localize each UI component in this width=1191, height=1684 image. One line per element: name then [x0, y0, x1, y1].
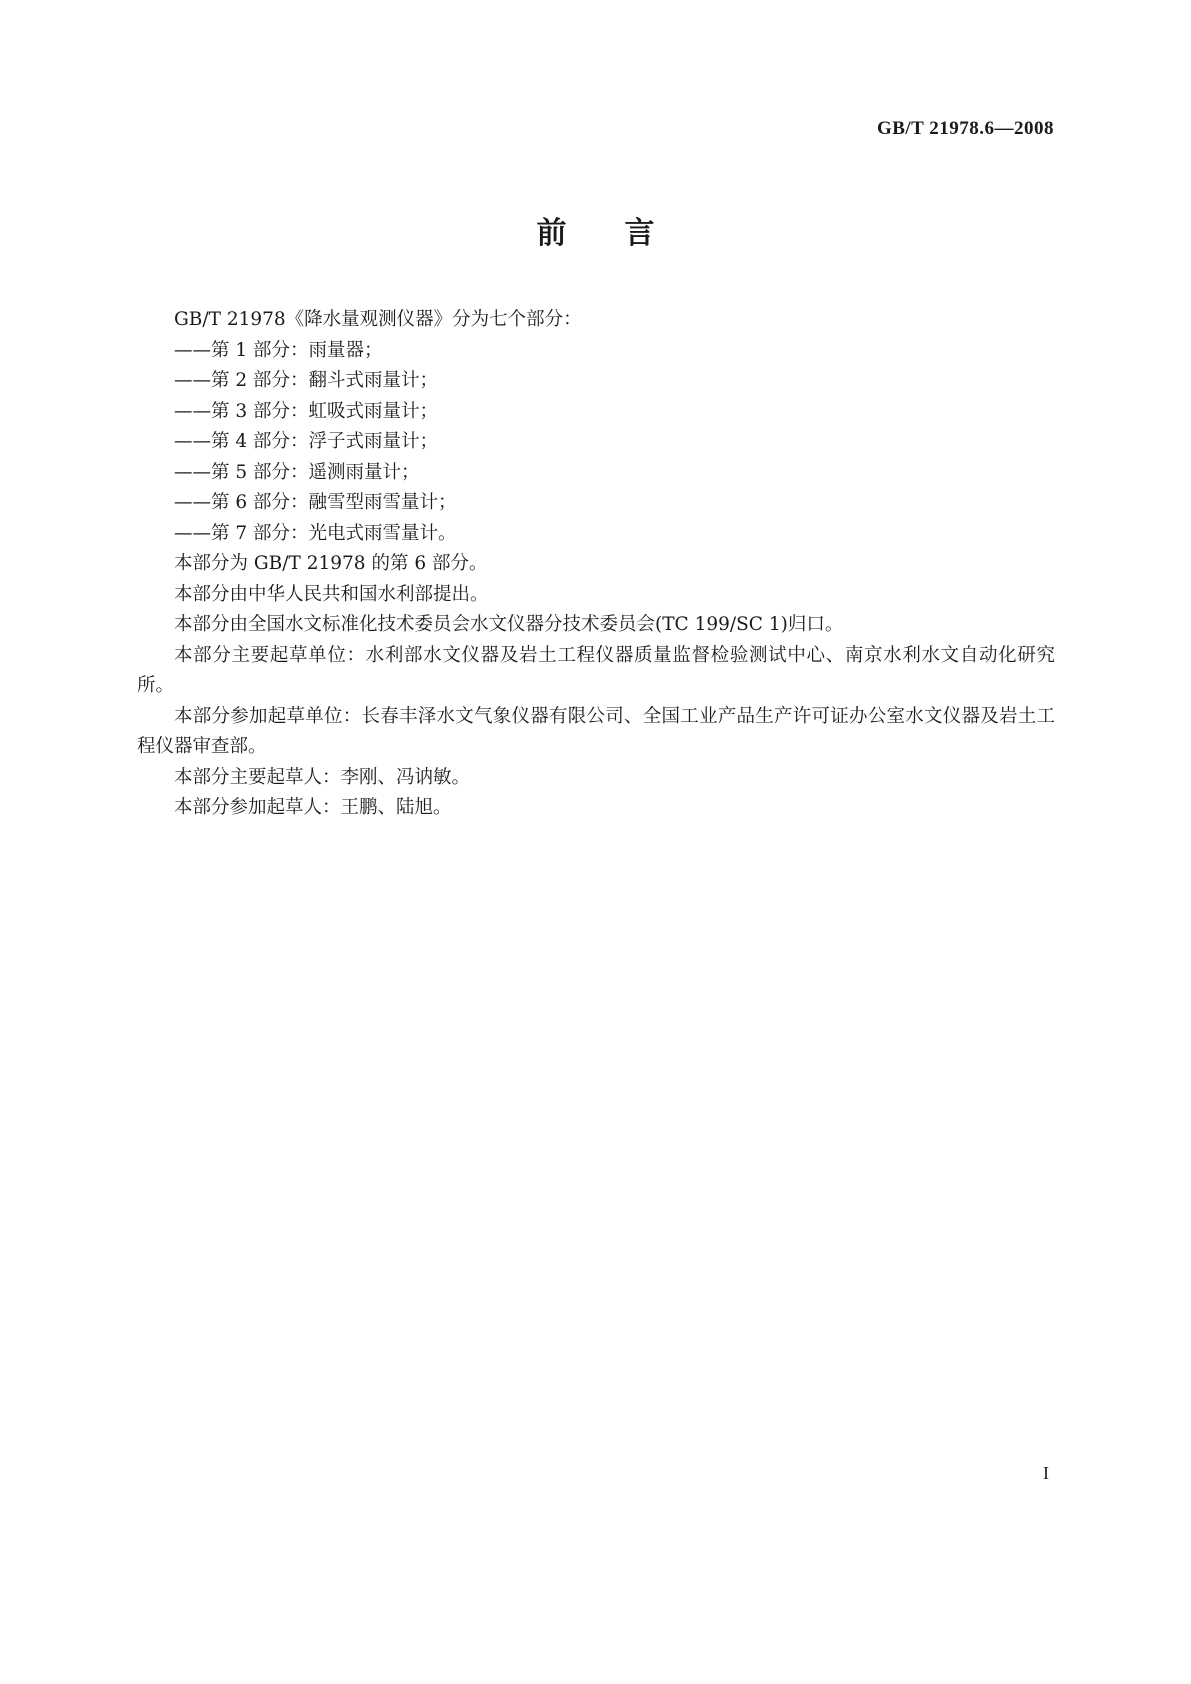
part-list-item: ——第 2 部分：翻斗式雨量计；: [174, 370, 439, 391]
statement-paragraph: 本部分参加起草人：王鹏、陆旭。: [174, 797, 452, 818]
part-list-item: ——第 6 部分：融雪型雨雪量计；: [174, 492, 457, 513]
statement-paragraph: 本部分主要起草单位：水利部水文仪器及岩土工程仪器质量监督检验测试中心、南京水利水文自动化研究所。: [137, 644, 1055, 696]
statement-paragraph: 本部分主要起草人：李刚、冯讷敏。: [174, 766, 471, 788]
statement-paragraph: 本部分参加起草单位：长春丰泽水文气象仪器有限公司、全国工业产品生产许可证办公室水文仪器及岩土工程仪器审查部。: [137, 705, 1055, 757]
part-list-item: ——第 4 部分：浮子式雨量计；: [174, 431, 439, 452]
part-list-item: ——第 5 部分：遥测雨量计；: [174, 461, 420, 483]
standard-number: GB/T 21978.6—2008: [876, 118, 1054, 139]
statement-paragraph: 本部分为 GB/T 21978 的第 6 部分。: [174, 553, 488, 574]
page-title: 前言: [536, 216, 713, 251]
part-list-item: ——第 7 部分：光电式雨雪量计。: [174, 522, 457, 544]
part-list-item: ——第 3 部分：虹吸式雨量计；: [174, 400, 439, 422]
foreword-body: [137, 305, 1055, 824]
part-list-item: ——第 1 部分：雨量器；: [174, 339, 383, 361]
intro-paragraph: GB/T 21978《降水量观测仪器》分为七个部分：: [174, 309, 582, 330]
statement-paragraph: 本部分由中华人民共和国水利部提出。: [174, 583, 489, 605]
statement-paragraph: 本部分由全国水文标准化技术委员会水文仪器分技术委员会(TC 199/SC 1)归口。: [174, 614, 844, 635]
page-number: I: [1043, 1463, 1049, 1483]
